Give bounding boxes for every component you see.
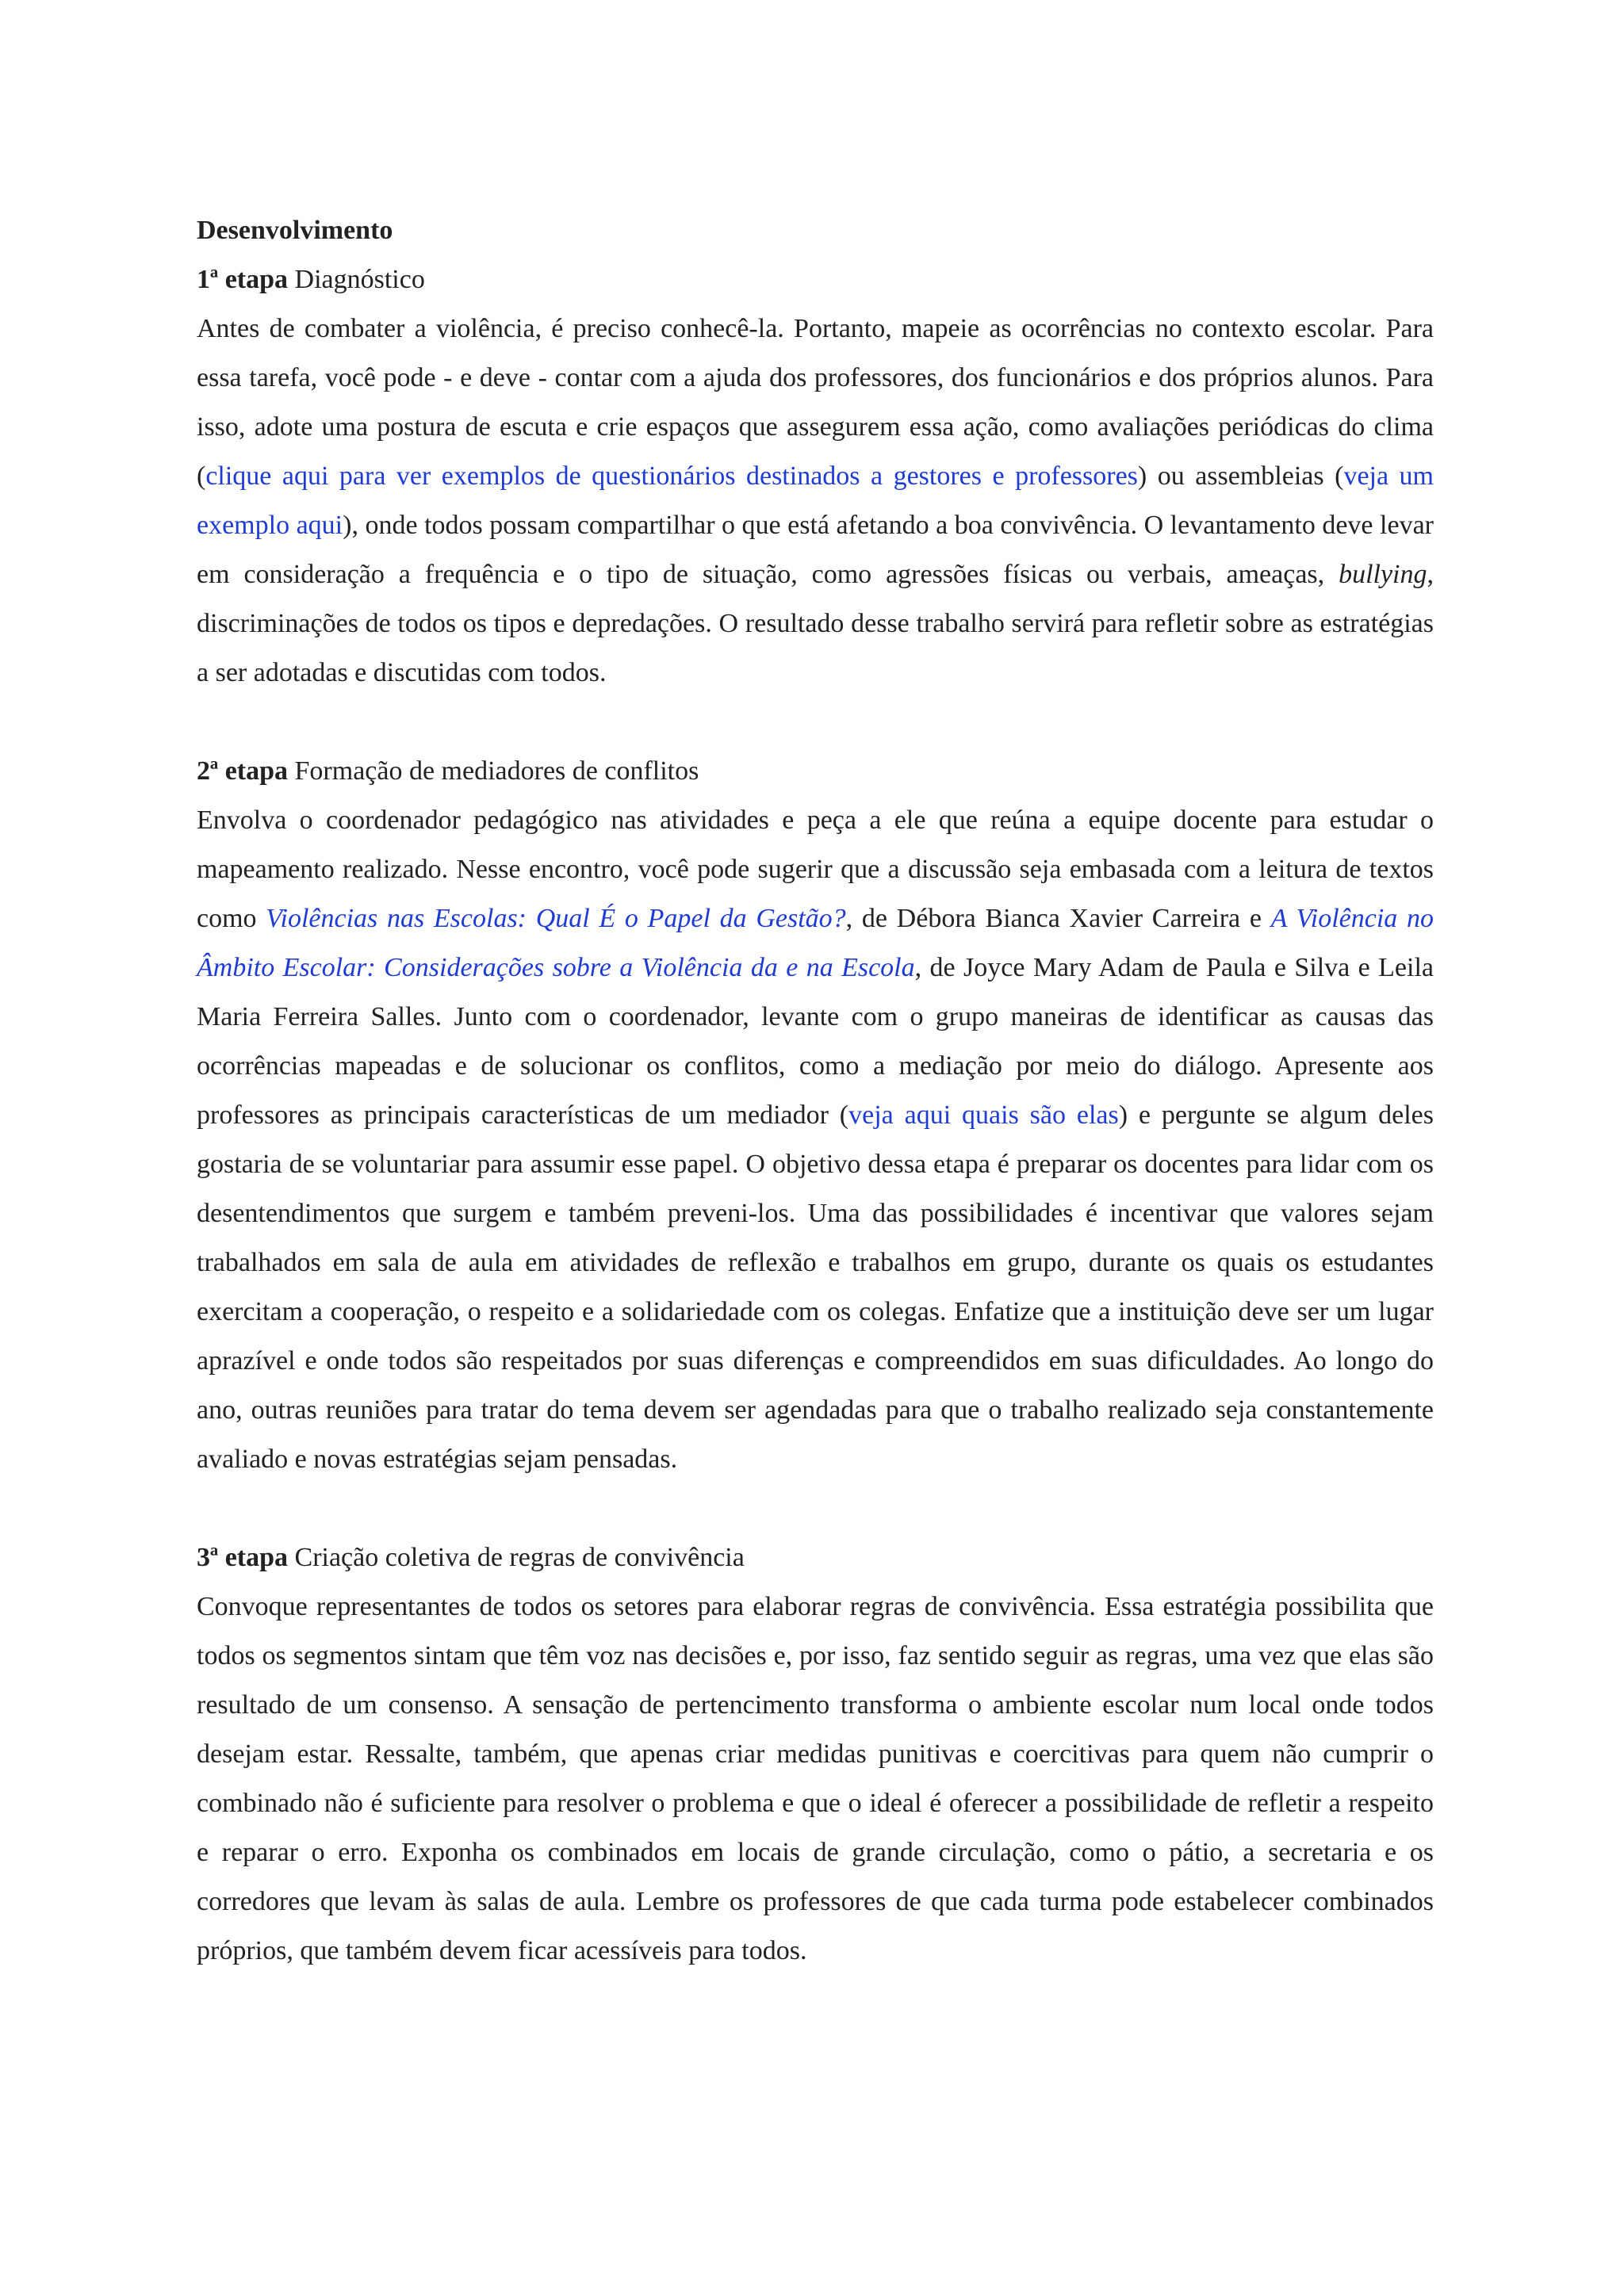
section-1-paragraph — [197, 304, 1434, 698]
section-1-title — [197, 255, 1434, 304]
violencias-nas-escolas-link[interactable]: Violências nas Escolas: Qual É o Papel da Gestão? — [266, 904, 846, 933]
section-2-name: Formação de mediadores de conflitos — [294, 756, 699, 786]
violencia-ambito-escolar-link[interactable]: A Violência no Âmbito Escolar: Considerações sobre a Violência da e na Escola — [197, 904, 1434, 982]
section-3 — [197, 1533, 1434, 1976]
section-1-text-1: Antes de combater a violência, é preciso conhecê-la. Portanto, mapeie as ocorrências no contexto escolar. Para essa tarefa, você pode - e deve - contar com a ajuda dos professores, dos funcionários e dos próprios alunos. Para isso, adote uma postura de escuta e crie espaços que assegurem essa ação, como avaliações periódicas do clima ( — [197, 314, 1434, 491]
section-2-title — [197, 747, 1434, 796]
section-1-text-4: , discriminações de todos os tipos e depredações. O resultado desse trabalho servirá para refletir sobre as estratégias a ser adotadas e discutidas com todos. — [197, 560, 1434, 687]
assembly-example-link[interactable]: veja um exemplo aqui — [197, 461, 1434, 540]
bullying-term: bullying — [1339, 560, 1427, 589]
section-2-text-2: , de Débora Bianca Xavier Carreira e — [845, 904, 1271, 933]
section-3-name: Criação coletiva de regras de convivência — [294, 1543, 745, 1572]
section-2 — [197, 747, 1434, 1484]
section-2-number: 2ª etapa — [197, 756, 289, 786]
questionnaires-link[interactable]: clique aqui para ver exemplos de questionários destinados a gestores e professores — [205, 461, 1138, 491]
section-1-text-3: ), onde todos possam compartilhar o que está afetando a boa convivência. O levantamento deve levar em consideração a frequência e o tipo de situação, como agressões físicas ou verbais, ameaças, — [197, 511, 1434, 589]
mediator-traits-link[interactable]: veja aqui quais são elas — [848, 1100, 1119, 1130]
section-2-text-4: ) e pergunte se algum deles gostaria de se voluntariar para assumir esse papel. O objetivo dessa etapa é preparar os docentes para lidar com os desentendimentos que surgem e também preveni-los. Uma das possibilidades é incentivar que valores sejam trabalhados em sala de aula em atividades de reflexão e trabalhos em grupo, durante os quais os estudantes exercitam a cooperação, o respeito e a solidariedade com os colegas. Enfatize que a instituição deve ser um lugar aprazível e onde todos são respeitados por suas diferenças e compreendidos em suas dificuldades. Ao longo do ano, outras reuniões para tratar do tema devem ser agendadas para que o trabalho realizado seja constantemente avaliado e novas estratégias sejam pensadas. — [197, 1100, 1434, 1474]
section-heading: Desenvolvimento — [197, 216, 393, 245]
section-3-title — [197, 1533, 1434, 1582]
section-2-text-3: , de Joyce Mary Adam de Paula e Silva e Leila Maria Ferreira Salles. Junto com o coordenador, levante com o grupo maneiras de identificar as causas das ocorrências mapeadas e de solucionar os conflitos, como a mediação por meio do diálogo. Apresente aos professores as principais características de um mediador ( — [197, 953, 1434, 1130]
section-1 — [197, 255, 1434, 698]
section-3-text-1: Convoque representantes de todos os setores para elaborar regras de convivência. Essa estratégia possibilita que todos os segmentos sintam que têm voz nas decisões e, por isso, faz sentido seguir as regras, uma vez que elas são resultado de um consenso. A sensação de pertencimento transforma o ambiente escolar num local onde todos desejam estar. Ressalte, também, que apenas criar medidas punitivas e coercitivas para quem não cumprir o combinado não é suficiente para resolver o problema e que o ideal é oferecer a possibilidade de refletir a respeito e reparar o erro. Exponha os combinados em locais de grande circulação, como o pátio, a secretaria e os corredores que levam às salas de aula. Lembre os professores de que cada turma pode estabelecer combinados próprios, que também devem ficar acessíveis para todos. — [197, 1592, 1434, 1965]
section-3-paragraph — [197, 1582, 1434, 1976]
section-3-number: 3ª etapa — [197, 1543, 289, 1572]
document-content — [197, 206, 1434, 2025]
section-1-name: Diagnóstico — [294, 265, 425, 294]
section-2-text-1: Envolva o coordenador pedagógico nas atividades e peça a ele que reúna a equipe docente para estudar o mapeamento realizado. Nesse encontro, você pode sugerir que a discussão seja embasada com a leitura de textos como — [197, 806, 1434, 933]
section-1-number: 1ª etapa — [197, 265, 289, 294]
section-1-text-2: ) ou assembleias ( — [1137, 461, 1344, 491]
section-2-paragraph — [197, 796, 1434, 1484]
